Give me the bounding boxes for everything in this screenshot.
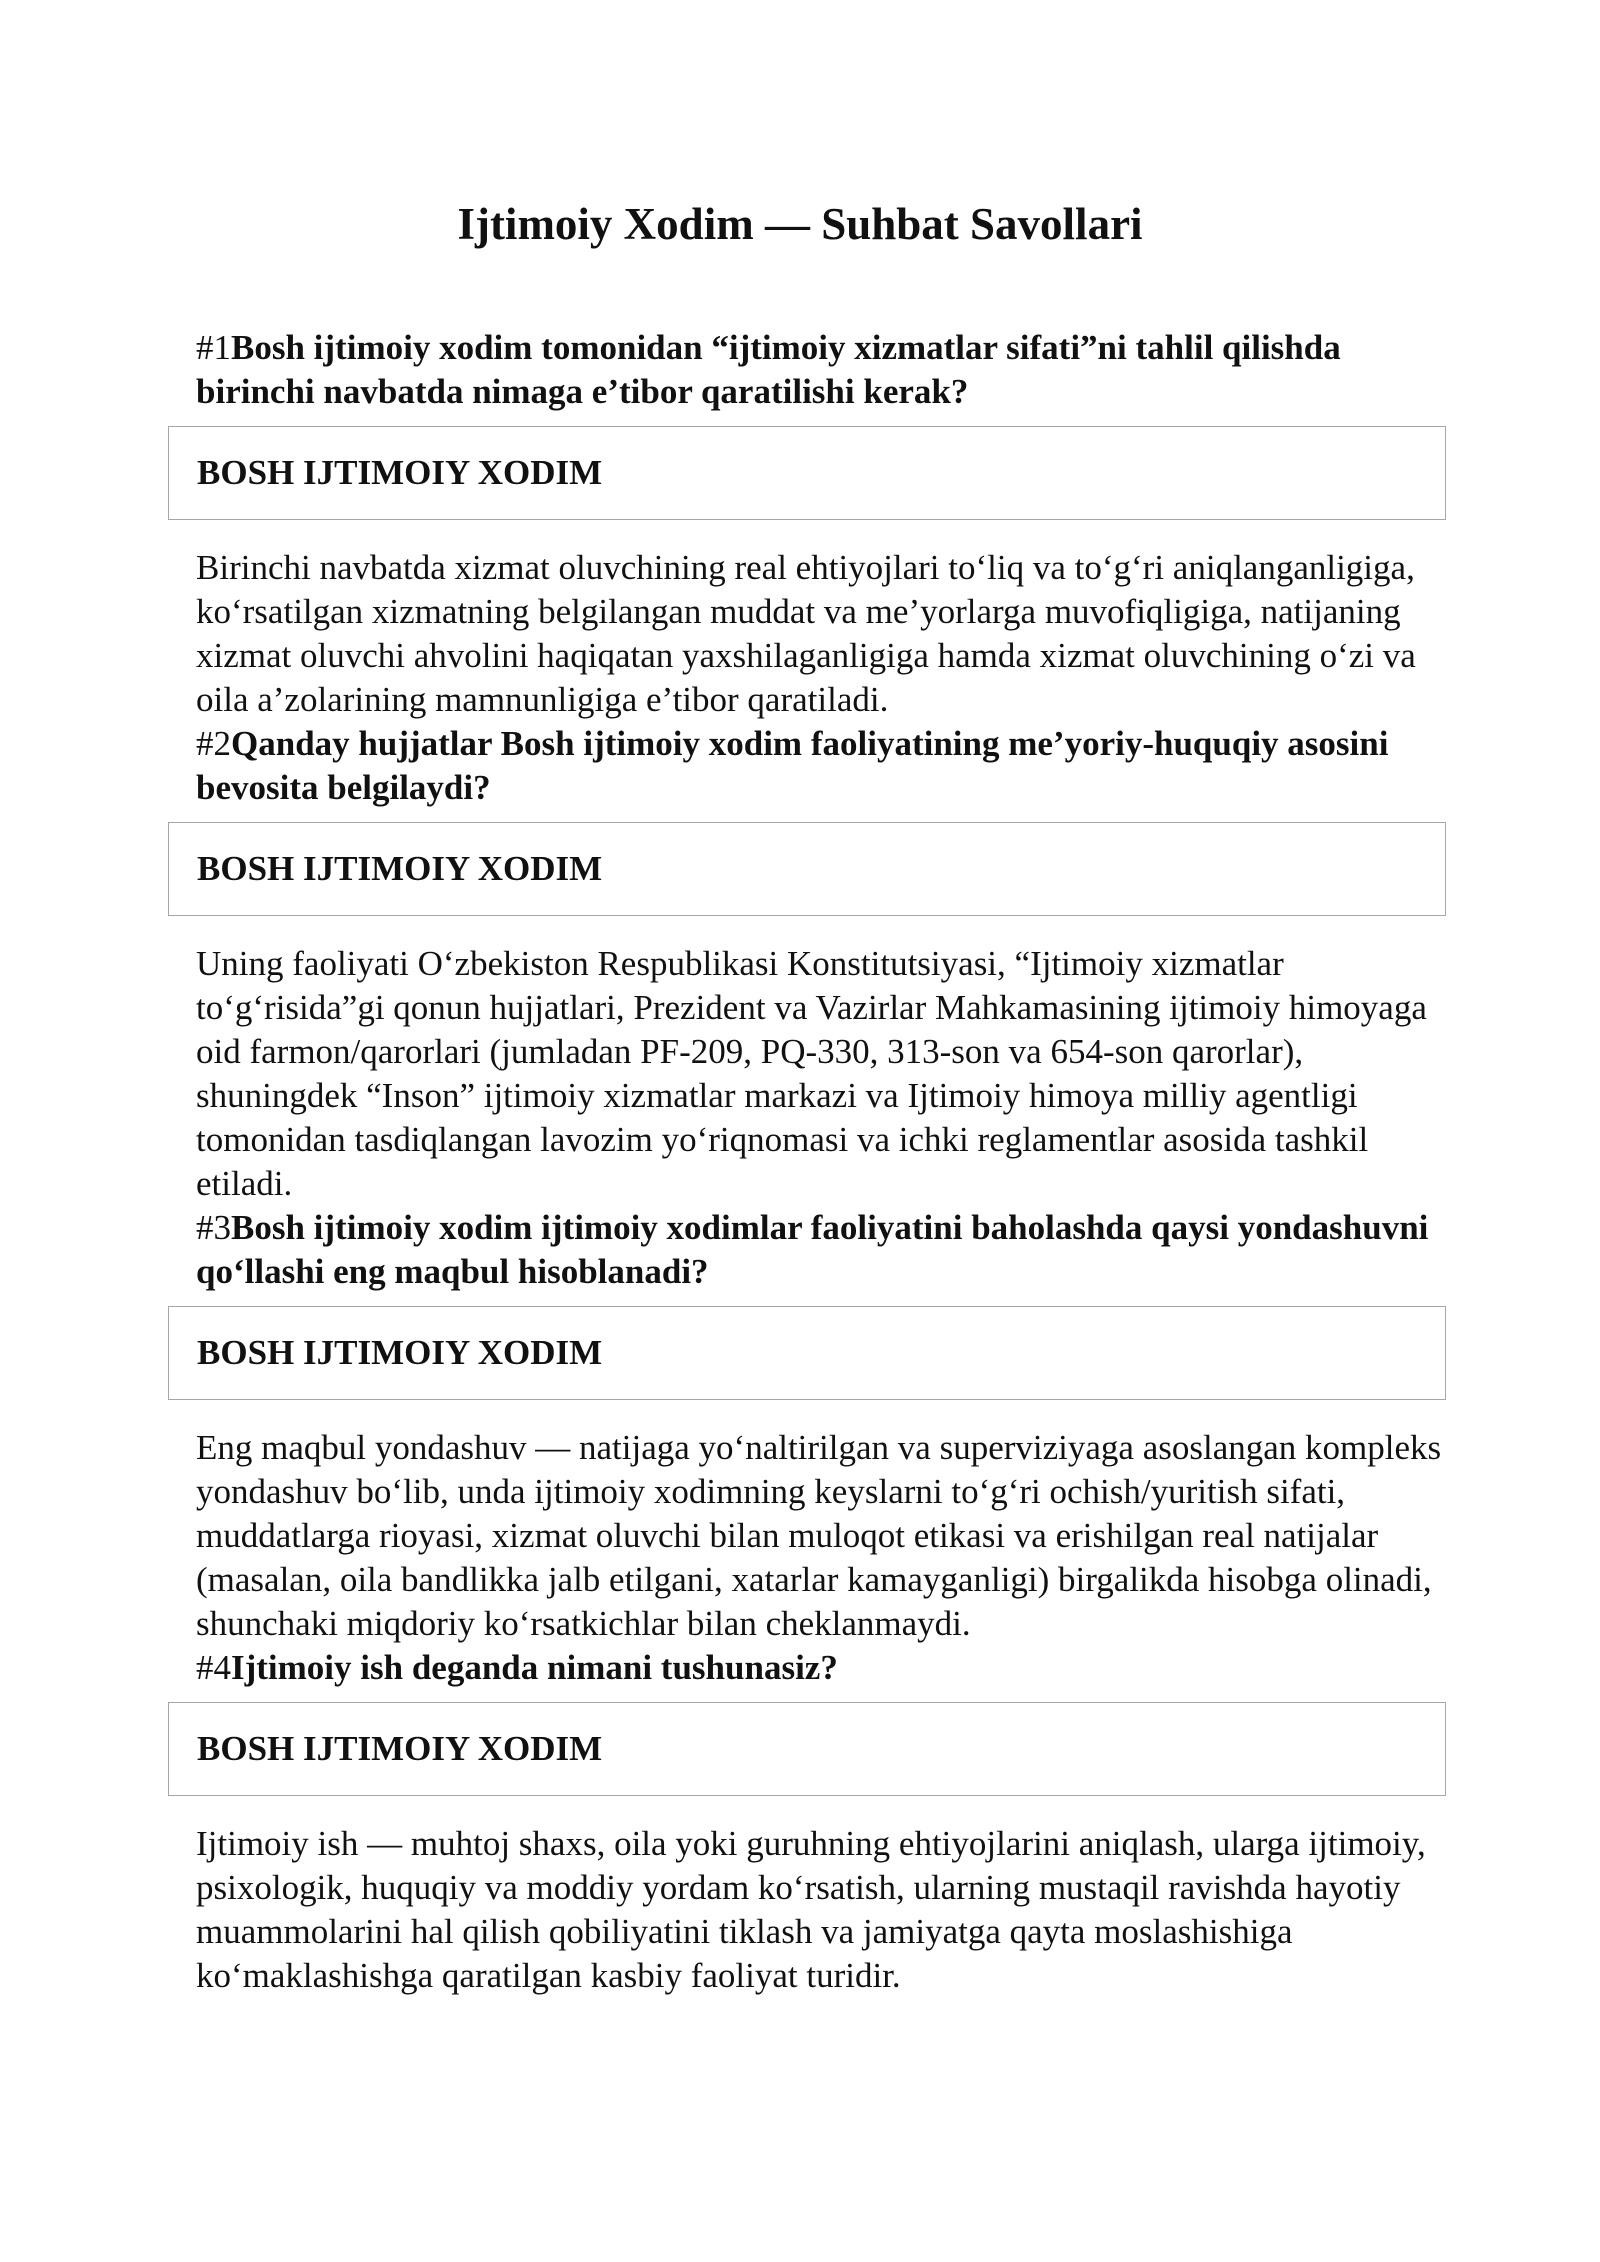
question-text: Ijtimoiy ish deganda nimani tushunasiz?: [231, 1648, 838, 1687]
qa-item-3: [196, 1206, 1446, 1646]
role-box: [168, 426, 1446, 520]
question-number: #2: [196, 724, 231, 763]
question-1: [196, 326, 1446, 414]
answer-4: Ijtimoiy ish — muhtoj shaxs, oila yoki guruhning ehtiyojlarini aniqlash, ularga ijtimoiy, psixologik, huquqiy va moddiy yordam ko‘rsatish, ularning mustaqil ravishda hayotiy muammolarini hal qilish qobiliyatini tiklash va jamiyatga qayta moslashishiga ko‘maklashishga qaratilgan kasbiy faoliyat turidir.: [196, 1824, 1426, 1995]
role-label: BOSH IJTIMOIY XODIM: [197, 453, 603, 492]
role-label: BOSH IJTIMOIY XODIM: [197, 1333, 603, 1372]
question-4: [196, 1646, 1446, 1690]
qa-item-1: [196, 326, 1446, 722]
document-title: Ijtimoiy Xodim — Suhbat Savollari: [457, 199, 1143, 249]
question-number: #1: [196, 328, 231, 367]
answer-2: Uning faoliyati O‘zbekiston Respublikasi Konstitutsiyasi, “Ijtimoiy xizmatlar to‘g‘risida”gi qonun hujjatlari, Prezident va Vazirlar Mahkamasining ijtimoiy himoyaga oid farmon/qarorlari (jumladan PF-209, PQ-330, 313-son va 654-son qarorlar), shuningdek “Inson” ijtimoiy xizmatlar markazi va Ijtimoiy himoya milliy agentligi tomonidan tasdiqlangan lavozim yo‘riqnomasi va ichki reglamentlar asosida tashkil etiladi.: [196, 944, 1427, 1203]
qa-item-4: [196, 1646, 1446, 1998]
question-text: Bosh ijtimoiy xodim ijtimoiy xodimlar faoliyatini baholashda qaysi yondashuvni qo‘llashi eng maqbul hisoblanadi?: [196, 1208, 1429, 1291]
question-number: #4: [196, 1648, 231, 1687]
role-label: BOSH IJTIMOIY XODIM: [197, 849, 603, 888]
question-text: Qanday hujjatlar Bosh ijtimoiy xodim faoliyatining me’yoriy-huquqiy asosini bevosita belgilaydi?: [196, 724, 1389, 807]
role-box: [168, 1306, 1446, 1400]
role-box: [168, 822, 1446, 916]
question-2: [196, 722, 1446, 810]
qa-list: [196, 326, 1446, 1998]
answer-3: Eng maqbul yondashuv — natijaga yo‘naltirilgan va superviziyaga asoslangan kompleks yondashuv bo‘lib, unda ijtimoiy xodimning keyslarni to‘g‘ri ochish/yuritish sifati, muddatlarga rioyasi, xizmat oluvchi bilan muloqot etikasi va erishilgan real natijalar (masalan, oila bandlikka jalb etilgani, xatarlar kamayganligi) birgalikda hisobga olinadi, shunchaki miqdoriy ko‘rsatkichlar bilan cheklanmaydi.: [196, 1428, 1442, 1643]
role-box: [168, 1702, 1446, 1796]
question-text: Bosh ijtimoiy xodim tomonidan “ijtimoiy xizmatlar sifati”ni tahlil qilishda birinchi navbatda nimaga e’tibor qaratilishi kerak?: [196, 328, 1341, 411]
answer-1: Birinchi navbatda xizmat oluvchining real ehtiyojlari to‘liq va to‘g‘ri aniqlanganligiga, ko‘rsatilgan xizmatning belgilangan muddat va me’yorlarga muvofiqligiga, natijaning xizmat oluvchi ahvolini haqiqatan yaxshilaganligiga hamda xizmat oluvchining o‘zi va oila a’zolarining mamnunligiga e’tibor qaratiladi.: [196, 548, 1416, 719]
qa-item-2: [196, 722, 1446, 1206]
question-number: #3: [196, 1208, 231, 1247]
question-3: [196, 1206, 1446, 1294]
role-label: BOSH IJTIMOIY XODIM: [197, 1729, 603, 1768]
